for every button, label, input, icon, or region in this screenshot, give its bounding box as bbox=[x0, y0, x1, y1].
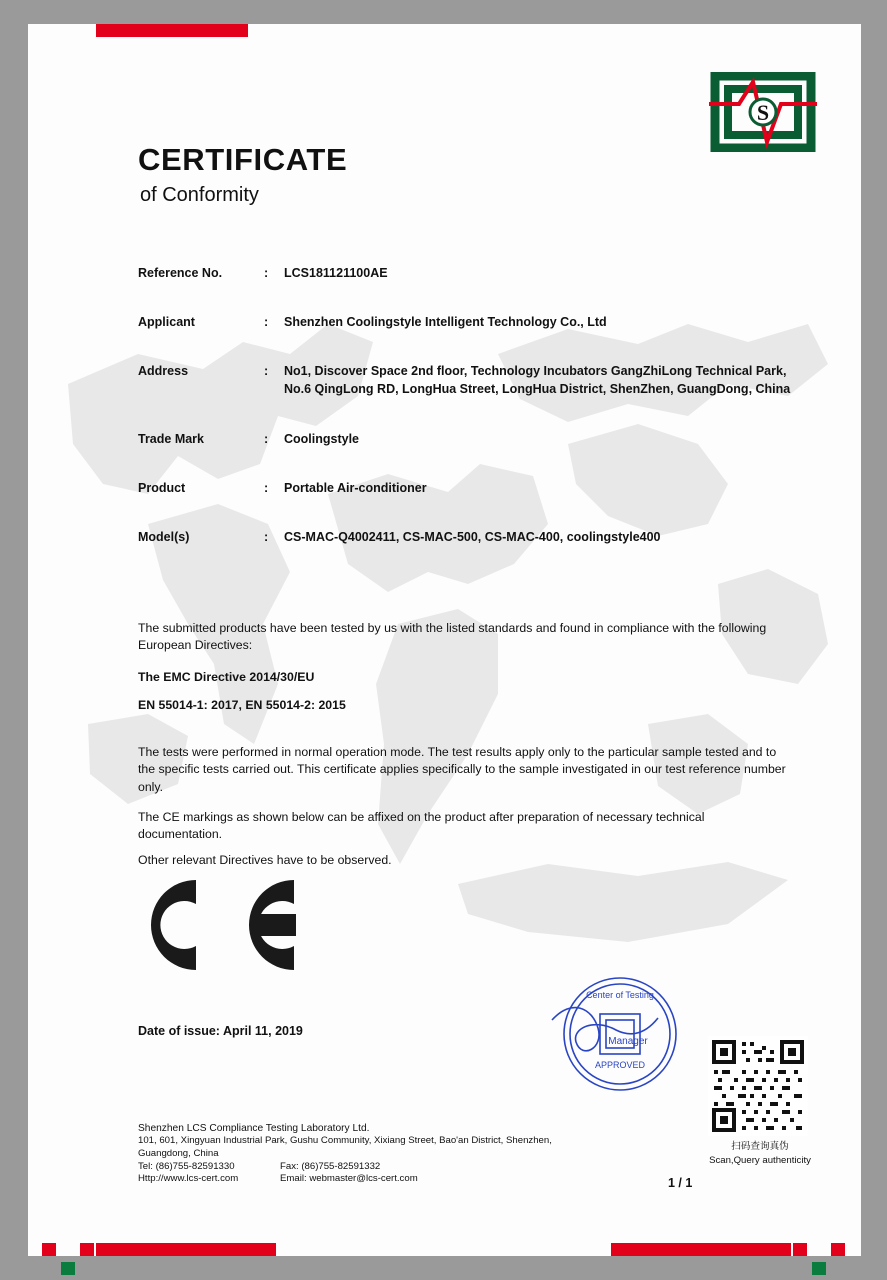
footer-address-line2: Guangdong, China bbox=[138, 1148, 219, 1160]
field-colon: : bbox=[264, 364, 269, 379]
bottom-red-bar-left bbox=[96, 1243, 276, 1256]
field-value: LCS181121100AE bbox=[284, 266, 388, 280]
field-label: Product bbox=[138, 480, 186, 495]
field-label: Applicant bbox=[138, 315, 195, 330]
qr-caption-cn: 扫码查询真伪 bbox=[731, 1141, 789, 1152]
stamp-top-text: Center of Testing bbox=[586, 990, 654, 1000]
footer-fax: Fax: (86)755-82591332 bbox=[280, 1160, 381, 1172]
field-label: Trade Mark bbox=[138, 431, 205, 446]
deco-block bbox=[793, 1262, 807, 1275]
deco-block bbox=[831, 1262, 845, 1275]
footer-contact-row-1 bbox=[138, 1161, 552, 1174]
footer-block bbox=[138, 1122, 552, 1186]
footer-address-line1: 101, 601, Xingyuan Industrial Park, Gushu Community, Xixiang Street, Bao'an District, Shenzhen, bbox=[138, 1135, 552, 1147]
date-of-issue: Date of issue: April 11, 2019 bbox=[138, 1024, 303, 1038]
field-colon: : bbox=[264, 266, 269, 280]
lcs-logo-icon bbox=[709, 72, 817, 152]
bottom-red-bar-right bbox=[611, 1243, 791, 1256]
deco-block bbox=[42, 1262, 56, 1275]
field-row-models bbox=[138, 528, 798, 577]
certificate-content bbox=[28, 24, 861, 1256]
field-value: Coolingstyle bbox=[284, 431, 360, 446]
deco-block bbox=[80, 1243, 94, 1256]
standards-line: EN 55014-1: 2017, EN 55014-2: 2015 bbox=[138, 698, 346, 712]
certificate-fields bbox=[138, 264, 798, 577]
svg-text:S: S bbox=[756, 100, 770, 125]
field-colon: : bbox=[264, 529, 269, 544]
bottom-left-blocks-2 bbox=[42, 1262, 94, 1275]
deco-block bbox=[61, 1262, 75, 1275]
ce-mark-icon bbox=[134, 870, 304, 980]
deco-block bbox=[61, 1243, 75, 1256]
intro-paragraph: The submitted products have been tested by us with the listed standards and found in compliance with the following European Directives: bbox=[138, 621, 767, 653]
field-colon: : bbox=[264, 431, 269, 446]
footer-contact-row-2 bbox=[138, 1173, 552, 1186]
field-value: Shenzhen Coolingstyle Intelligent Technology Co., Ltd bbox=[284, 315, 607, 330]
page-title: CERTIFICATE bbox=[138, 142, 348, 177]
field-row-reference bbox=[138, 264, 798, 313]
deco-block bbox=[42, 1243, 56, 1256]
other-directives-paragraph: Other relevant Directives have to be observed. bbox=[138, 853, 392, 867]
deco-block bbox=[80, 1262, 94, 1275]
bottom-right-blocks bbox=[793, 1243, 845, 1256]
deco-block bbox=[831, 1243, 845, 1256]
qr-caption-en: Scan,Query authenticity bbox=[709, 1154, 811, 1166]
approval-stamp bbox=[538, 964, 698, 1104]
bottom-right-blocks-2 bbox=[793, 1262, 845, 1275]
deco-block bbox=[812, 1243, 826, 1256]
stamp-bottom-text: APPROVED bbox=[594, 1060, 646, 1070]
field-label: Model(s) bbox=[138, 529, 190, 544]
field-row-trademark bbox=[138, 430, 798, 479]
deco-block bbox=[812, 1262, 826, 1275]
tests-paragraph: The tests were performed in normal operation mode. The test results apply only to the particular sample tested and to the specific tests carried out. This certificate applies specifically to the sample investigated in our test reference number only. bbox=[138, 745, 786, 794]
field-colon: : bbox=[264, 315, 269, 330]
field-label: Reference No. bbox=[138, 266, 223, 280]
qr-caption bbox=[678, 1140, 842, 1168]
deco-block bbox=[793, 1243, 807, 1256]
stamp-manager-text: Manager bbox=[608, 1036, 648, 1047]
field-value: No1, Discover Space 2nd floor, Technology Incubators GangZhiLong Technical Park, No.6 QingLong RD, LongHua Street, LongHua District, ShenZhen, GuangDong, China bbox=[284, 364, 791, 397]
bottom-left-blocks bbox=[42, 1243, 94, 1256]
field-colon: : bbox=[264, 480, 269, 495]
field-value: Portable Air-conditioner bbox=[284, 480, 427, 495]
markings-paragraph: The CE markings as shown below can be affixed on the product after preparation of necessary technical documentation. bbox=[138, 810, 705, 842]
footer-website[interactable]: Http://www.lcs-cert.com bbox=[138, 1173, 239, 1185]
certificate-sheet bbox=[28, 24, 861, 1256]
field-value: CS-MAC-Q4002411, CS-MAC-500, CS-MAC-400, coolingstyle400 bbox=[284, 529, 661, 544]
footer-email[interactable]: Email: webmaster@lcs-cert.com bbox=[280, 1173, 418, 1185]
page-subtitle: of Conformity bbox=[140, 184, 259, 206]
footer-tel: Tel: (86)755-82591330 bbox=[138, 1160, 235, 1172]
footer-lab-name: Shenzhen LCS Compliance Testing Laboratory Ltd. bbox=[138, 1123, 370, 1134]
top-red-bar bbox=[96, 24, 248, 37]
field-row-address bbox=[138, 362, 798, 429]
directive-line: The EMC Directive 2014/30/EU bbox=[138, 670, 315, 684]
field-label: Address bbox=[138, 364, 189, 379]
field-row-applicant bbox=[138, 313, 798, 362]
qr-code[interactable] bbox=[708, 1036, 808, 1136]
field-row-product bbox=[138, 479, 798, 528]
page-number: 1 / 1 bbox=[668, 1176, 693, 1190]
